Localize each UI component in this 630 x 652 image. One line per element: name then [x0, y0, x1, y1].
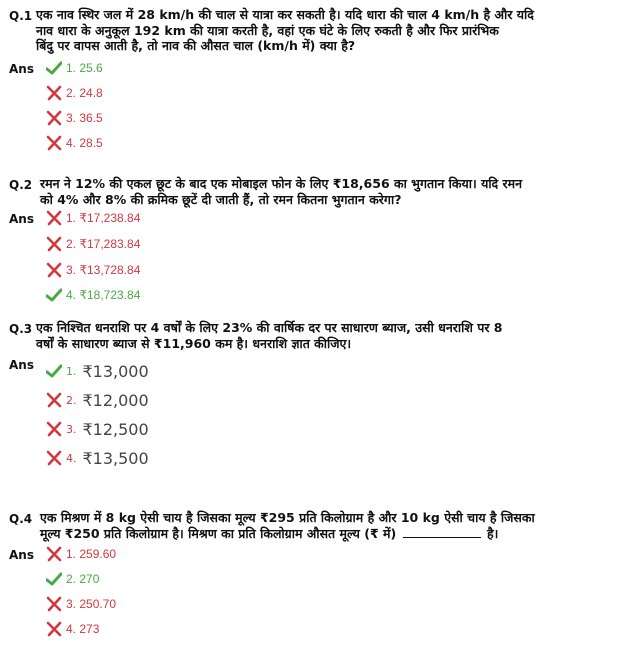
option-2[interactable]: [46, 389, 149, 411]
option-3[interactable]: [46, 109, 103, 127]
option-label: 4. ₹18,723.84: [66, 288, 141, 302]
question-number: Q.3: [9, 322, 33, 336]
question-line-text: मूल्य ₹250 प्रति किलोग्राम है। मिश्रण का प्रति किलोग्राम औसत मूल्य (₹ में): [40, 525, 397, 541]
option-3[interactable]: [46, 595, 116, 613]
question-line: नाव धारा के अनुकूल 192 km की यात्रा करती है, वहां एक घंटे के लिए रुकती है और फिर प्रारंभिक: [36, 22, 499, 38]
cross-icon: [46, 546, 62, 562]
option-value: ₹12,500: [82, 419, 149, 439]
cross-icon: [46, 210, 62, 226]
cross-icon: [46, 135, 62, 151]
option-label: 2. 270: [66, 572, 100, 586]
question-number: Q.1: [9, 9, 33, 23]
question-text: [40, 510, 620, 541]
question-line: रमन ने 12% की एकल छूट के बाद एक मोबाइल फोन के लिए ₹18,656 का भुगतान किया। यदि रमन: [40, 176, 523, 191]
answer-label: Ans: [9, 548, 34, 562]
option-value: ₹13,000: [82, 361, 149, 381]
option-label: 4. 273: [66, 622, 100, 636]
option-label: 3. ₹13,728.84: [66, 263, 141, 277]
question-text: [36, 320, 621, 351]
option-1[interactable]: [46, 360, 149, 382]
check-icon: [46, 287, 62, 303]
cross-icon: [46, 236, 62, 252]
question-number: Q.4: [9, 512, 33, 526]
option-4[interactable]: [46, 134, 103, 152]
check-icon: [46, 363, 62, 379]
option-number: 4.: [66, 451, 77, 465]
answer-label: Ans: [9, 358, 34, 372]
question-line: एक निश्चित धनराशि पर 4 वर्षों के लिए 23% की वार्षिक दर पर साधारण ब्याज, उसी धनराशि पर 8: [36, 320, 503, 335]
check-icon: [46, 60, 62, 76]
option-2[interactable]: [46, 570, 99, 588]
question-line: एक मिश्रण में 8 kg ऐसी चाय है जिसका मूल्य ₹295 प्रति किलोग्राम है और 10 kg ऐसी चाय है जिसका: [40, 510, 535, 525]
question-line: को 4% और 8% की क्रमिक छूटें दी जाती हैं, तो रमन कितना भुगतान करेगा?: [40, 191, 402, 207]
option-label: 2. 24.8: [66, 86, 103, 100]
option-number: 3.: [66, 422, 77, 436]
option-4[interactable]: [46, 447, 149, 469]
option-1[interactable]: [46, 59, 103, 77]
option-2[interactable]: [46, 235, 140, 253]
option-4[interactable]: [46, 286, 140, 304]
option-value: ₹13,500: [82, 448, 149, 468]
answer-label: Ans: [9, 62, 34, 76]
option-3[interactable]: [46, 261, 140, 279]
cross-icon: [46, 392, 62, 408]
answer-label: Ans: [9, 212, 34, 226]
cross-icon: [46, 262, 62, 278]
question-line: बिंदु पर वापस आती है, तो नाव की औसत चाल (km/h में) क्या है?: [36, 38, 356, 53]
cross-icon: [46, 450, 62, 466]
option-1[interactable]: [46, 545, 116, 563]
cross-icon: [46, 85, 62, 101]
option-4[interactable]: [46, 620, 99, 638]
check-icon: [46, 571, 62, 587]
option-label: 4. 28.5: [66, 136, 103, 150]
question-number: Q.2: [9, 178, 33, 192]
cross-icon: [46, 596, 62, 612]
question-line-end: है।: [486, 525, 499, 541]
question-text: [40, 176, 620, 207]
cross-icon: [46, 421, 62, 437]
question-text: [36, 7, 621, 54]
cross-icon: [46, 621, 62, 637]
question-line: [40, 526, 620, 542]
option-3[interactable]: [46, 418, 149, 440]
question-line: एक नाव स्थिर जल में 28 km/h की चाल से यात्रा कर सकती है। यदि धारा की चाल 4 km/h है और यदि: [36, 7, 534, 22]
option-2[interactable]: [46, 84, 103, 102]
option-1[interactable]: [46, 209, 140, 227]
option-value: ₹12,000: [82, 390, 149, 410]
option-number: 1.: [66, 364, 77, 378]
option-number: 2.: [66, 393, 77, 407]
option-label: 3. 250.70: [66, 597, 117, 611]
question-line: वर्षों के साधारण ब्याज से ₹11,960 कम है। धनराशि ज्ञात कीजिए।: [36, 335, 352, 351]
answer-blank: [403, 537, 481, 538]
option-label: 2. ₹17,283.84: [66, 237, 141, 251]
cross-icon: [46, 110, 62, 126]
option-label: 1. 25.6: [66, 61, 103, 75]
option-label: 1. 259.60: [66, 547, 117, 561]
option-label: 1. ₹17,238.84: [66, 211, 141, 225]
option-label: 3. 36.5: [66, 111, 103, 125]
